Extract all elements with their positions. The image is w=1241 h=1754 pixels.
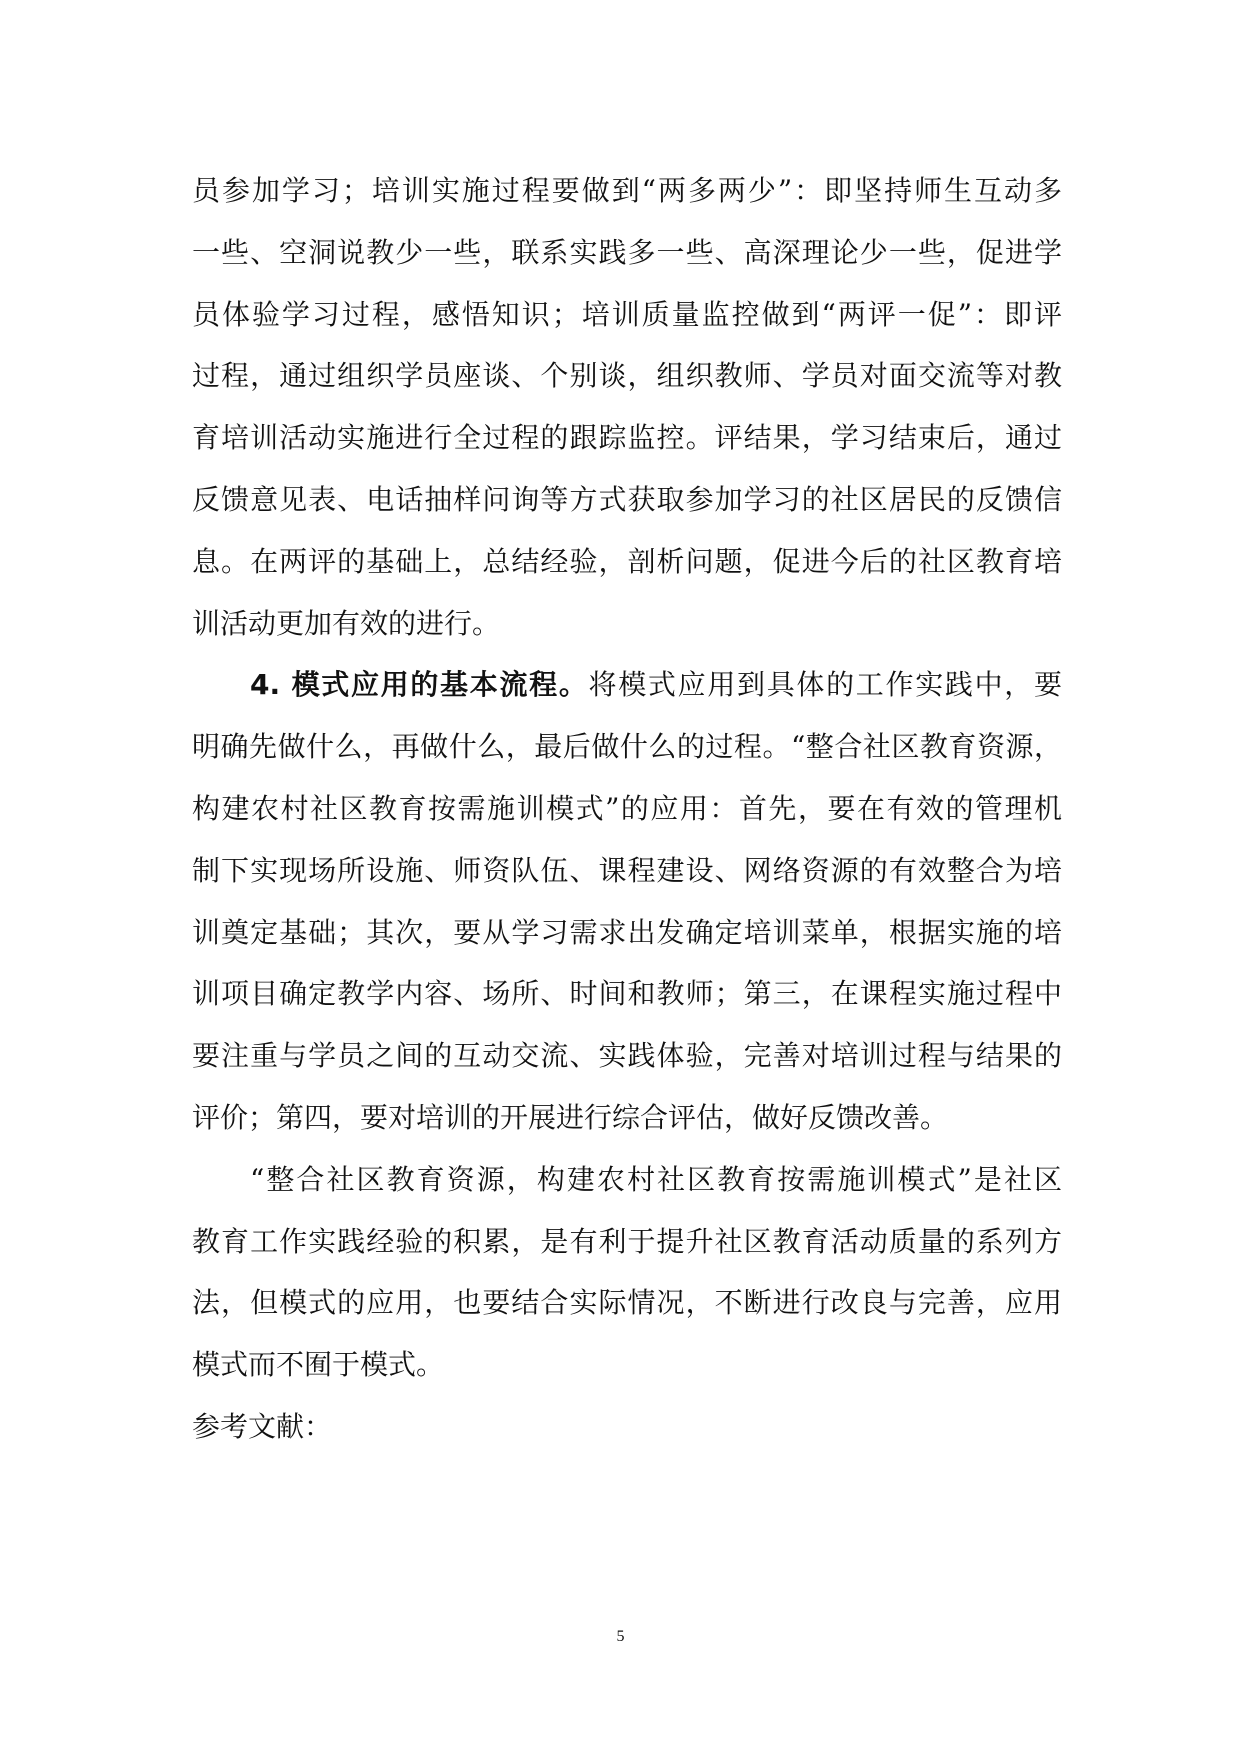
text-line: “整合社区教育资源，构建农村社区教育按需施训模式”是社区 [250, 1162, 1062, 1196]
body-text [192, 160, 1062, 1458]
paragraph-evaluation [192, 160, 1062, 654]
text-line-with-heading [192, 654, 1062, 716]
paragraph-basic-process [192, 654, 1062, 1148]
page-number: 5 [616, 1628, 625, 1645]
text-line: 员参加学习；培训实施过程要做到“两多两少”：即坚持师生互动多 [192, 174, 1062, 207]
text-line: 训活动更加有效的进行。 [192, 606, 501, 640]
text-line: 明确先做什么，再做什么，最后做什么的过程。“整合社区教育资源， [192, 730, 1062, 764]
references-label: 参考文献： [192, 1409, 333, 1443]
paragraph-conclusion [192, 1149, 1062, 1396]
text-line: 反馈意见表、电话抽样问询等方式获取参加学习的社区居民的反馈信 [192, 482, 1062, 516]
text-line: 模式而不囿于模式。 [192, 1348, 445, 1382]
text-line: 训项目确定教学内容、场所、时间和教师；第三，在课程实施过程中 [192, 977, 1062, 1011]
text-line: 教育工作实践经验的积累，是有利于提升社区教育活动质量的系列方 [192, 1224, 1062, 1258]
text-line: 息。在两评的基础上，总结经验，剖析问题，促进今后的社区教育培 [192, 544, 1062, 578]
text-line: 要注重与学员之间的互动交流、实践体验，完善对培训过程与结果的 [192, 1039, 1062, 1073]
text-line: 制下实现场所设施、师资队伍、课程建设、网络资源的有效整合为培 [192, 853, 1062, 887]
section-heading: 4. 模式应用的基本流程。 [250, 668, 589, 702]
text-line: 评价；第四，要对培训的开展进行综合评估，做好反馈改善。 [192, 1100, 949, 1134]
text-line: 一些、空洞说教少一些，联系实践多一些、高深理论少一些，促进学 [192, 235, 1062, 269]
text-line: 构建农村社区教育按需施训模式”的应用：首先，要在有效的管理机 [192, 791, 1062, 825]
text-line: 法，但模式的应用，也要结合实际情况，不断进行改良与完善，应用 [192, 1286, 1062, 1320]
text-line: 训奠定基础；其次，要从学习需求出发确定培训菜单，根据实施的培 [192, 915, 1062, 949]
text-line: 员体验学习过程，感悟知识；培训质量监控做到“两评一促”：即评 [192, 297, 1062, 331]
text-line: 过程，通过组织学员座谈、个别谈，组织教师、学员对面交流等对教 [192, 359, 1062, 393]
text-line: 育培训活动实施进行全过程的跟踪监控。评结果，学习结束后，通过 [192, 421, 1062, 455]
text-run: 将模式应用到具体的工作实践中，要 [588, 668, 1062, 702]
